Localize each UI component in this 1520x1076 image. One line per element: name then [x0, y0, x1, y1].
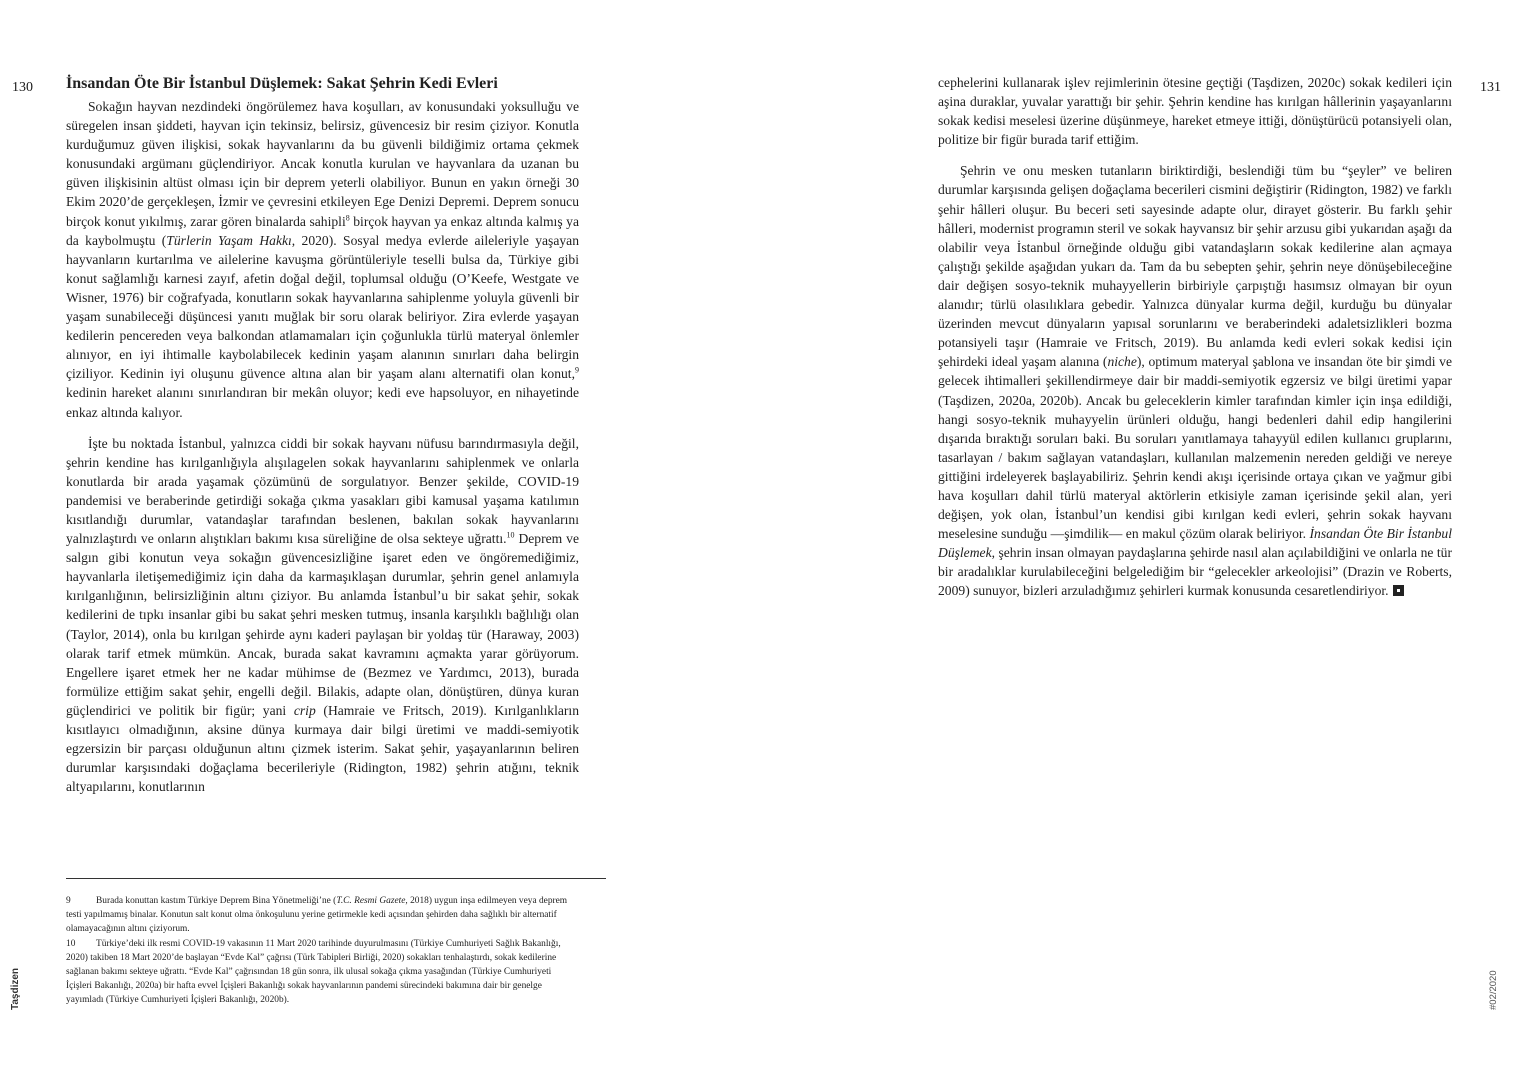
text-run: Türkiye’deki ilk resmi COVID-19 vakasının 11 Mart 2020 tarihinde duyurulmasını (Türkiye Cumhuriyeti Sağlık Bakanlığı, 2020) takiben 18 Mart 2020’de başlayan “Evde Kal” çağrısı (Türk Tabipleri Birliği, 2020) sokakları tenhalaştırdı, sokak kedilerine sağlanan bakımı sekteye uğrattı. “Evde Kal” çağrısından 18 gün sonra, ilk ulusal sokağa çıkma yasağından (Türkiye Cumhuriyeti İçişleri Bakanlığı, 2020a) bir hafta evvel İçişleri Bakanlığı sokak hayvanlarının pandemi sürecindeki bakımına dair bir genelge yayımladı (Türkiye Cumhuriyeti İçişleri Bakanlığı, 2020b). — [66, 938, 561, 1006]
end-of-article-icon — [1393, 585, 1404, 596]
text-run: Şehrin ve onu mesken tutanların biriktirdiği, beslendiği tüm bu “şeyler” ve beliren durumlar karşısında gelişen doğaçlama becerileri cismini değiştirir (Ridington, 1982) ve farklı şehir hâlleri oluşur. Bu beceri seti sayesinde adapte olur, dirayet gösterir. Bu farklı şehir hâlleri, modernist programın steril ve sokak hayvansız bir şehir arzusu gibi yukarıdan aşağı da olabilir veya İstanbul örneğinde olduğu gibi vatandaşların sokak kedilerine alan açmaya çalıştığı şekilde aşağıdan yukarı da. Tam da bu sebepten şehir, şehrin neye dönüşebileceğine dair değişen sosyo-teknik muhayyellerin birbiriyle çarpıştığı hasımsız olmayan bir oyun alanıdır; türlü olasılıklara gebedir. Yalnızca dünyalar kurma değil, kurduğu bu dünyalar üzerinden mevcut dünyaların yapısal sorunlarını ve beraberindeki adaletsizlikleri bozma potansiyeli taşır (Hamraie ve Fritsch, 2019). Bu anlamda kedi evleri sokak kedisi için şehirdeki ideal yaşam alanına ( — [938, 163, 1452, 370]
footnote-10 — [66, 937, 576, 1008]
text-run: , 2018) uygun inşa edilmeyen veya deprem testi yapılmamış binalar. Konutun salt konut olma önkoşulunu yerine getirmekle kedi açısından şehirden daha sağlıklı bir alternatif olamayacağının altını çiziyorum. — [66, 896, 568, 935]
text-run: Sokağın hayvan nezdindeki öngörülemez hava koşulları, av konusundaki yoksulluğu ve süregelen insan şiddeti, hayvan için tekinsiz, belirsiz, güvencesiz bir resim çiziyor. Konutla kurduğumuz güven ilişkisi, sokak hayvanlarını da bu güvenli bildiğimiz ortama çekmek konusundaki argümanı güçlendiriyor. Ancak konutla kurulan ve hayvanlara da uzanan bu güven ilişkisinin altüst olması için bir deprem yeterli olabiliyor. Bunun en yakın örneği 30 Ekim 2020’de gerçekleşen, İzmir ve çevresini etkileyen Ege Denizi Depremi. Deprem sonucu birçok konut yıkılmış, zarar gören binalarda sahipli — [66, 99, 579, 229]
italic-text: İnsandan Öte Bir İstanbul Düşlemek — [938, 526, 1452, 561]
running-author: Taşdizen — [10, 967, 21, 1010]
right-column — [938, 73, 1452, 601]
footnote-divider — [66, 878, 606, 879]
text-run: İşte bu noktada İstanbul, yalnızca ciddi bir sokak hayvanı nüfusu barındırmasıyla değil, şehrin kendine has kırılganlığıyla alışılagelen sokak hayvanlarını sahiplenmek ve onlarla konutlarda bir arada yaşamak çözümünü de sorgulatıyor. Benzer şekilde, COVID-19 pandemisi ve beraberinde getirdiği sokağa çıkma yasakları gibi kamusal yaşama katılımın kısıtlandığı durumlar, vatandaşlar tarafından beslenen, bakılan sokak hayvanlarını yalnızlaştırdı ve onların alıştıkları bakımı kısa süreliğine de olsa sekteye uğrattı. — [66, 435, 579, 547]
italic-text: Türlerin Yaşam Hakkı — [166, 232, 292, 248]
footnote-number: 10 — [66, 938, 76, 949]
footnotes — [66, 894, 576, 1008]
text-run: birçok hayvan ya enkaz altında kalmış ya da kaybolmuştu ( — [66, 213, 579, 248]
paragraph — [66, 434, 579, 797]
section-heading: İnsandan Öte Bir İstanbul Düşlemek: Sakat Şehrin Kedi Evleri — [66, 75, 498, 92]
footnote-9 — [66, 894, 576, 937]
paragraph — [66, 97, 579, 422]
left-column — [66, 97, 579, 796]
text-run: , şehrin insan olmayan paydaşlarına şehirde nasıl alan açılabildiğini ve onlarla ne tür bir aradalıklar kurulabileceğini belgelediğim bir “gelecekler arkeolojisi” (Drazin ve Roberts, 2009) sunuyor, bizleri arzuladığımız şehirleri kurmak konusunda cesaretlendiriyor. — [938, 545, 1452, 599]
footnote-ref-10[interactable]: 10 — [506, 530, 515, 540]
page-number-right: 131 — [1480, 80, 1501, 95]
footnote-number: 9 — [66, 896, 71, 906]
italic-text: crip — [293, 702, 316, 718]
text-run: Deprem ve salgın gibi konutun veya sokağın güvencesizliğine işaret eden ve öngöremediğimiz, hayvanlarla iletişemediğimiz için daha da karmaşıklaşan durumlar, şehrin genel anlamıyla kırılganlığının, belirsizliğinin altını çiziyor. Bu anlamda İstanbul’u bir sakat şehir, sokak kedilerini de tıpkı insanlar gibi bu sakat şehri mesken tutmuş, insanla karşılıklı bağlılığı olan (Taylor, 2014), onla bu kırılgan şehirde aynı kaderi paylaşan bir yoldaş tür (Haraway, 2003) olarak tarif etmek mümkün. Ancak, burada sakat kavramını açmakta yarar görüyorum. Engellere işaret etmek her ne kadar mühimse de (Bezmez ve Yardımcı, 2013), burada formülize ettiğim sakat şehir, engelli değil. Bilakis, adapte olan, dönüştüren, dünya kuran güçlendirici ve politik bir figür; yani — [66, 531, 579, 718]
text-run: , 2020). Sosyal medya evlerde aileleriyle yaşayan hayvanların kurtarılma ve ailelerine kavuşma görüntüleriyle teselli bulsa da, Türkiye gibi konut sağlamlığı karnesi zayıf, afetin doğal değil, toplumsal olduğu (O’Keefe, Westgate ve Wisner, 1976) bir coğrafyada, konutların sokak hayvanlarına sahiplenme yoluyla güvenli bir yaşam sunabileceği düşüncesi yanıtı muğlak bir soru olarak beliriyor. Zira evlerde yaşayan kedilerin pencereden veya balkondan atlamamaları için çoğunlukla türlü materyal önlemler alınıyor, en iyi ihtimalle kaybolabilecek kedinin yaşam alanının sınırları daha belirgin çiziliyor. Kedinin iyi oluşunu güvence altına alan bir yaşam alanı alternatifi olan konut, — [66, 232, 580, 382]
page-number-left: 130 — [12, 80, 33, 95]
text-run: ), optimum materyal şablona ve insandan öte bir şimdi ve gelecek ihtimalleri şekillendirmeye dair bir maddi-semiyotik egzersiz ve bilgi üretimi yapar (Taşdizen, 2020a, 2020b). Ancak bu geleceklerin kimler tarafından kimler için inşa edildiği, hangi sosyo-teknik muhayyelin ürünleri olduğu, hangi bedenleri dahil edip hangilerini dışarıda bıraktığı soruları baki. Bu soruları yanıtlamaya tahayyül edilen kullanıcı gruplarını, tasarlayan / bakım sağlayan vatandaşları, kullanılan malzemenin nereden geldiği ve nereye gittiğini irdeleyerek başlayabiliriz. Şehrin kendi akışı içerisinde ortaya çıkan ve yağmur gibi hava koşulları dahil türlü materyal aktörlerin etkisiyle zaman içerisinde şekil alan, yeri değişen, yok olan, İstanbul’un kendisi gibi kırılgan kedi evleri, şehrin sokak hayvanı meselesine sunduğu —şimdilik— en makul çözüm olarak beliriyor. — [938, 354, 1452, 542]
italic-text: niche — [1107, 354, 1137, 370]
paragraph — [938, 161, 1452, 600]
text-run: (Hamraie ve Fritsch, 2019). Kırılganlıkların kısıtlayıcı olmadığının, aksine dünya kurmaya dair bilgi üretimi ve maddi-semiyotik egzersizin bir parçası olduğunun altını çizmek isterim. Sakat şehir, yaşayanlarının beliren durumlar karşısındaki doğaçlama becerileriyle (Ridington, 1982) şehrin atığını, teknik altyapılarını, konutlarının — [66, 702, 579, 795]
text-run: Burada konuttan kastım Türkiye Deprem Bina Yönetmeliği’ne ( — [96, 896, 337, 906]
issue-label: #02/2020 — [1488, 970, 1499, 1010]
footnote-ref-9[interactable]: 9 — [575, 365, 579, 375]
footnote-ref-8[interactable]: 8 — [345, 213, 350, 223]
paragraph: cephelerini kullanarak işlev rejimlerinin ötesine geçtiği (Taşdizen, 2020c) sokak kedileri için aşina duraklar, yuvalar yarattığı bir şehir. Şehrin kendine has kırılgan hâllerinin yaşayanlarını sokak kedisi meselesi üzerine düşünmeye, hareket etmeye ittiği, dönüştürücü potansiyeli olan, politize bir figür burada tarif ettiğim. — [938, 75, 1452, 148]
text-run: kedinin hareket alanını sınırlandıran bir mekân oluyor; kedi eve hapsoluyor, en nihayetinde enkaz altında kalıyor. — [66, 385, 579, 420]
italic-text: T.C. Resmi Gazete — [336, 896, 406, 906]
